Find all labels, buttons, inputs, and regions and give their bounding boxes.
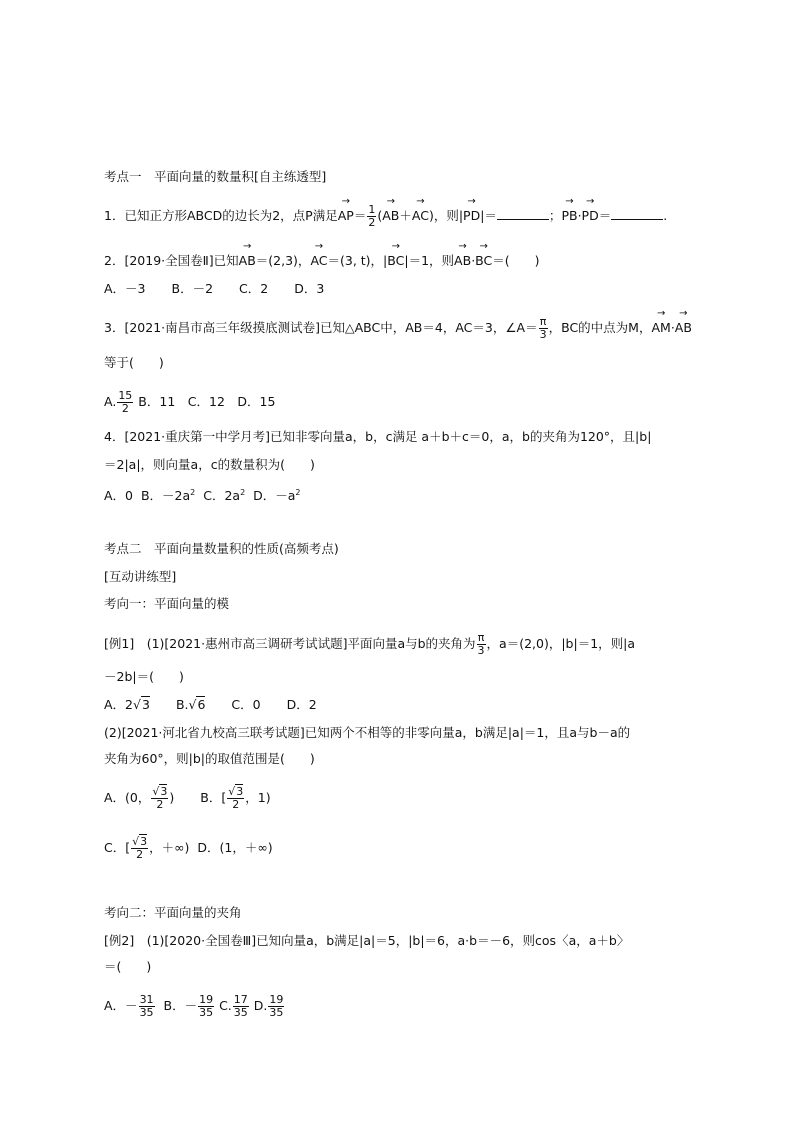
example-1-part2-line2: 夹角为60°，则|b|的取值范围是( ) xyxy=(104,751,315,766)
example-1-part2-options-cd: C．[ $\frac{√3}{2}$ ，＋∞) D．(1，＋∞) xyxy=(104,835,273,861)
example-2-options: A．－ $\frac{31}{35}$ B．－ $\frac{19}{35}$ C. $\frac{17}{35}$ D. $\frac{19}{35}$ xyxy=(104,993,284,1019)
question-2-options: A．－3 B．－2 C．2 D．3 xyxy=(104,281,325,296)
question-3-options: A. $\frac{15}{2}$ B．11 C．12 D．15 xyxy=(104,389,276,415)
example-1-line2: －2b|＝( ) xyxy=(104,669,184,684)
question-4-options: A．0 B．$-2a^2$ C．$2a^2$ D．$-a^2$ xyxy=(104,488,301,504)
example-1-part1: [例1] (1)[2021·惠州市高三调研考试试题]平面向量a与b的夹角为 $\frac{\pi}{3}$ ，a＝(2,0)，|b|＝1，则|a xyxy=(104,631,636,657)
question-2: 2．[2019·全国卷Ⅱ]已知→ AB＝(2,3)，→ AC＝(3, t)，|→ BC|＝1，则→ AB·→ BC＝( ) xyxy=(104,252,540,270)
vector-AP: → AP xyxy=(338,207,354,225)
section-title-2: 考点二 平面向量数量积的性质(高频考点) xyxy=(104,541,339,556)
section-title-1: 考点一 平面向量的数量积[自主练透型] xyxy=(104,169,327,184)
question-4-line2: ＝2|a|，则向量a，c的数量积为( ) xyxy=(104,457,315,472)
example-1-options: A．2√3 B.√6 C．0 D．2 xyxy=(104,697,317,712)
example-2: [例2] (1)[2020·全国卷Ⅲ]已知向量a，b满足|a|＝5，|b|＝6，a·b＝－6，则cos〈a，a＋b〉 xyxy=(104,933,630,948)
example-2-line2: ＝( ) xyxy=(104,959,152,974)
direction-2: 考向二：平面向量的夹角 xyxy=(104,905,242,920)
question-4: 4．[2021·重庆第一中学月考]已知非零向量a，b，c满足 a＋b＋c＝0，a，b的夹角为120°，且|b| xyxy=(104,429,652,444)
example-1-part2-options-ab: A．(0， $\frac{√3}{2}$ ) B．[ $\frac{√3}{2}$ ，1) xyxy=(104,785,271,811)
answer-blank-1[interactable] xyxy=(497,219,549,220)
answer-blank-2[interactable] xyxy=(611,219,663,220)
fraction-pi-3: $\frac{\pi}{3}$ xyxy=(539,315,547,341)
fraction-half: $\frac{1}{2}$ xyxy=(368,203,376,229)
question-3: 3．[2021·南昌市高三年级摸底测试卷]已知△ABC中，AB＝4，AC＝3，∠A＝ $\frac{\pi}{3}$ ，BC的中点为M，→ AM·→ AB xyxy=(104,316,692,341)
direction-1: 考向一：平面向量的模 xyxy=(104,596,230,611)
section-type-2: [互动讲练型] xyxy=(104,569,177,584)
question-1: 1．已知正方形ABCD的边长为2，点P满足→ AP＝ $\frac{1}{2}$ (→ AB＋→ AC)，则|→ PD|＝ ；→ PB·→ PD＝ . xyxy=(104,204,667,229)
question-3-line2: 等于( ) xyxy=(104,355,164,370)
example-1-part2: (2)[2021·河北省九校高三联考试题]已知两个不相等的非零向量a，b满足|a|＝1，且a与b－a的 xyxy=(104,725,631,740)
